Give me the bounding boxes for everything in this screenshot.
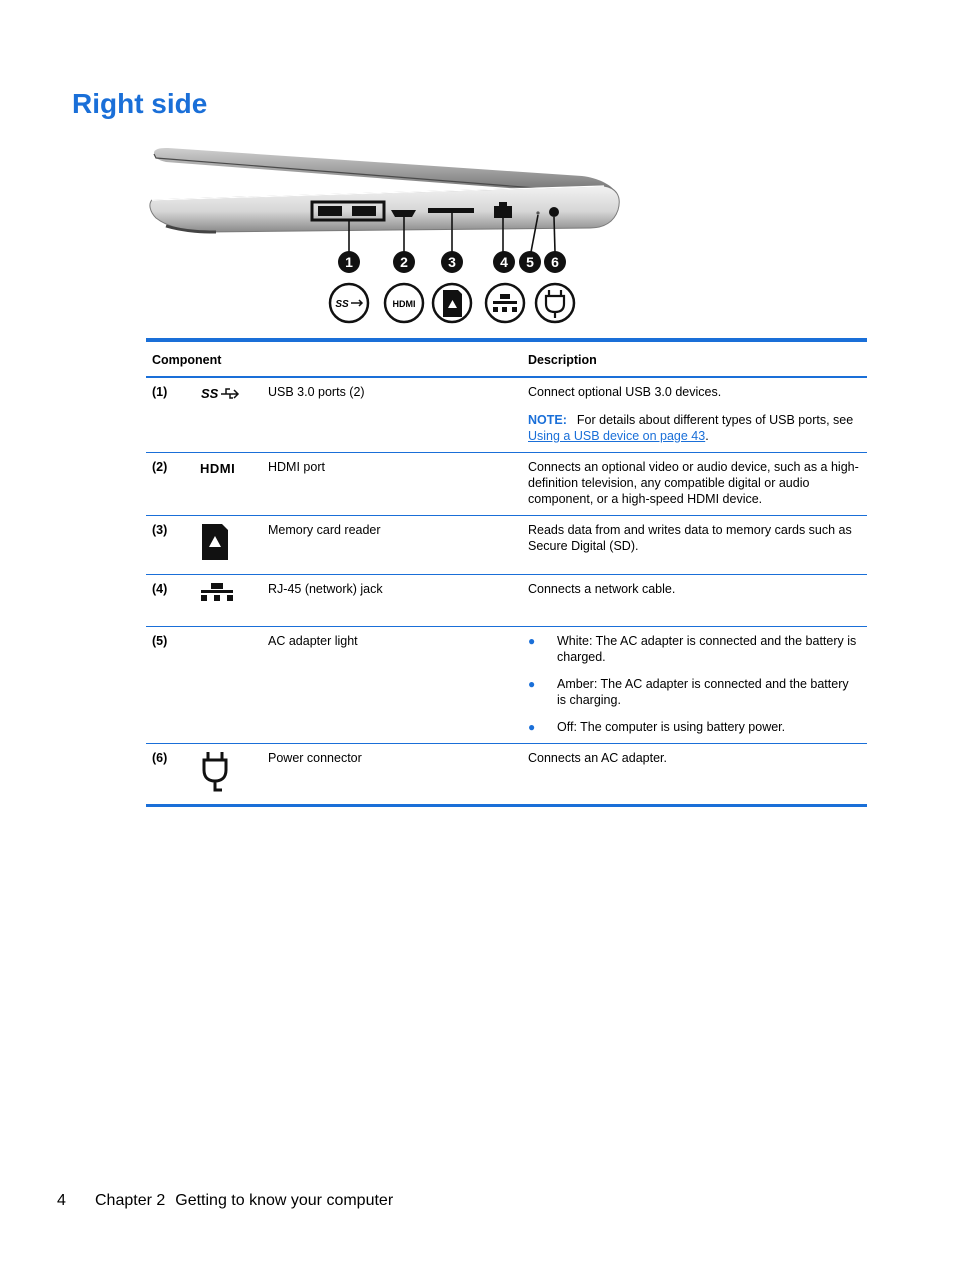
component-description (522, 627, 867, 744)
description-text: Connect optional USB 3.0 devices. (528, 385, 722, 399)
component-name: Power connector (268, 751, 362, 765)
table-row (146, 575, 867, 627)
component-name: RJ-45 (network) jack (268, 582, 383, 596)
component-header: Component (152, 353, 222, 367)
note (528, 412, 861, 444)
component-name: AC adapter light (268, 634, 358, 648)
list-item: ● White: The AC adapter is connected and the battery is charged. (528, 634, 857, 664)
memory-card-icon (433, 284, 471, 322)
usb-icon-label: SS (335, 299, 349, 310)
usb-superspeed-icon (200, 384, 242, 402)
table-row (146, 627, 867, 744)
callout-markers (338, 251, 566, 273)
table-row (146, 516, 867, 575)
table-row (146, 744, 867, 806)
power-connector-icon (200, 750, 230, 792)
port-icon-row (330, 284, 574, 322)
page-footer (57, 1192, 393, 1210)
chapter-title: Getting to know your computer (175, 1192, 394, 1209)
callout-5-label: 5 (526, 254, 534, 270)
bullet-icon: ● (528, 634, 536, 648)
list-item: ● Amber: The AC adapter is connected and the battery is charging. (528, 677, 849, 707)
component-name: HDMI port (268, 460, 325, 474)
callout-3-label: 3 (448, 254, 456, 270)
callout-4-label: 4 (500, 254, 508, 270)
note-end: . (705, 429, 709, 443)
row-number: (6) (152, 751, 168, 765)
table-header-row (146, 340, 867, 377)
description-header: Description (528, 353, 597, 367)
component-description (522, 377, 867, 453)
laptop-right-side-figure (146, 140, 626, 330)
component-name: Memory card reader (268, 523, 381, 537)
callout-6-label: 6 (551, 254, 559, 270)
callout-2-label: 2 (400, 254, 408, 270)
laptop-illustration (150, 148, 619, 232)
bullet-icon: ● (528, 677, 536, 691)
component-description: Connects a network cable. (528, 582, 676, 596)
row-number: (1) (152, 385, 168, 399)
row-number: (4) (152, 582, 168, 596)
note-label: NOTE: (528, 413, 567, 427)
note-text: For details about different types of USB ports, see (576, 413, 854, 427)
usb-device-link[interactable]: Using a USB device on page 43 (528, 429, 706, 443)
network-jack-icon (200, 581, 234, 603)
component-table (146, 338, 867, 807)
memory-card-icon (200, 522, 230, 562)
row-number: (3) (152, 523, 168, 537)
hdmi-icon-label: HDMI (392, 299, 416, 309)
row-number: (5) (152, 634, 168, 648)
component-description: Connects an AC adapter. (528, 751, 667, 765)
component-description: Connects an optional video or audio device, such as a high-definition television, any compatible digital or audio component, or a high-speed HDMI device. (528, 460, 859, 506)
usb-icon-text: SS (201, 386, 219, 401)
usb-superspeed-icon (330, 284, 368, 322)
network-jack-icon (486, 284, 524, 322)
chapter-number: Chapter 2 (95, 1192, 166, 1209)
component-description: Reads data from and writes data to memory cards such as Secure Digital (SD). (528, 523, 852, 553)
row-number: (2) (152, 460, 168, 474)
list-item: ● Off: The computer is using battery power. (528, 720, 786, 734)
page-number: 4 (57, 1192, 66, 1209)
status-list (528, 633, 861, 735)
bullet-icon: ● (528, 720, 536, 734)
hdmi-icon-text: HDMI (200, 461, 236, 476)
hdmi-icon (200, 459, 256, 477)
component-name: USB 3.0 ports (2) (268, 385, 365, 399)
page-title: Right side (72, 88, 208, 119)
hdmi-icon (385, 284, 423, 322)
callout-1-label: 1 (345, 254, 353, 270)
table-row (146, 453, 867, 516)
table-row (146, 377, 867, 453)
power-connector-icon (536, 284, 574, 322)
